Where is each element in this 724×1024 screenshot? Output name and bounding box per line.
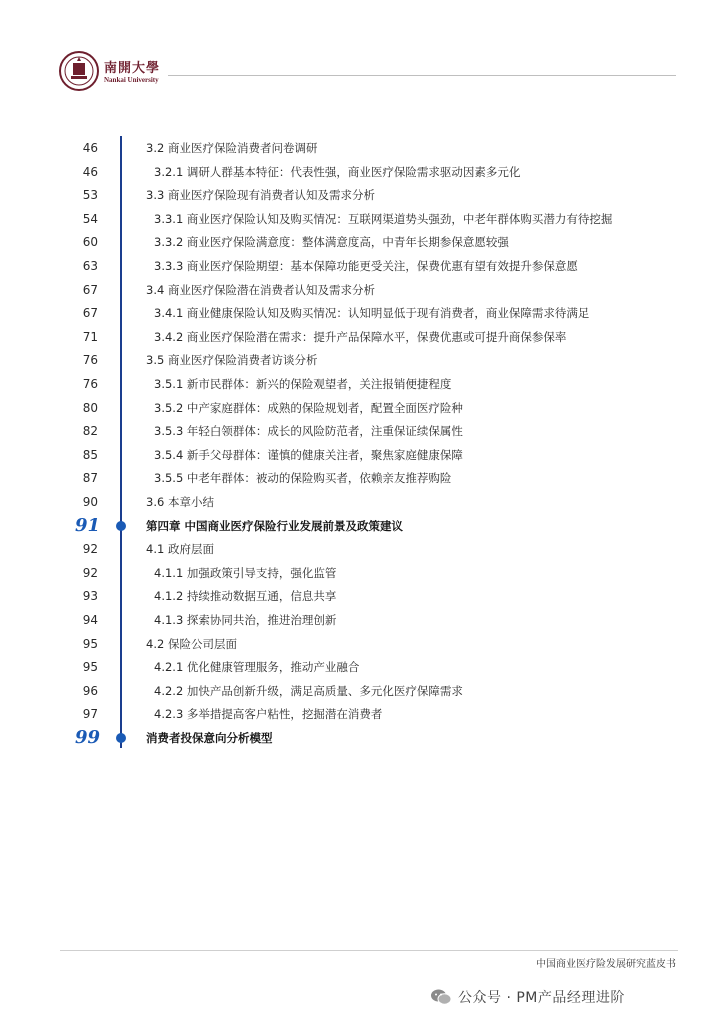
toc-entry-title: 3.3.2 商业医疗保险满意度：整体满意度高，中青年长期参保意愿较强 — [154, 235, 509, 250]
toc-entry[interactable] — [0, 444, 724, 466]
timeline-dot-icon — [116, 521, 126, 531]
toc-entry-title: 4.2.3 多举措提高客户粘性，挖掘潜在消费者 — [154, 707, 383, 722]
toc-entry[interactable] — [0, 137, 724, 159]
toc-page-number: 54 — [82, 211, 98, 226]
toc-entry-title: 3.5.4 新手父母群体：谨慎的健康关注者，聚焦家庭健康保障 — [154, 447, 463, 462]
toc-page-number: 67 — [82, 282, 98, 297]
toc-entry[interactable] — [0, 397, 724, 419]
toc-page-number: 93 — [82, 589, 98, 604]
toc-entry-title: 3.2.1 调研人群基本特征：代表性强，商业医疗保险需求驱动因素多元化 — [154, 164, 521, 179]
toc-entry[interactable] — [0, 703, 724, 725]
toc-entry[interactable] — [0, 491, 724, 513]
toc-entry-title: 3.5.2 中产家庭群体：成熟的保险规划者，配置全面医疗险种 — [154, 400, 463, 415]
toc-entry-title: 3.3.3 商业医疗保险期望：基本保障功能更受关注，保费优惠有望有效提升参保意愿 — [154, 259, 578, 273]
toc-entry-title: 3.4.1 商业健康保险认知及购买情况：认知明显低于现有消费者，商业保障需求待满足 — [154, 306, 590, 321]
toc-entry-title: 4.1.2 持续推动数据互通，信息共享 — [154, 589, 337, 604]
toc-entry[interactable] — [0, 562, 724, 584]
toc-page-number: 87 — [82, 471, 98, 486]
toc-entry-title: 4.1 政府层面 — [146, 542, 214, 557]
toc-page-number: 46 — [82, 164, 98, 179]
toc-entry[interactable] — [0, 255, 724, 277]
toc-entry-title: 3.6 本章小结 — [146, 495, 214, 509]
toc-page-number: 91 — [74, 514, 100, 536]
toc-page-number: 94 — [82, 613, 98, 627]
toc-entry-title: 3.5.3 年轻白领群体：成长的风险防范者，注重保证续保属性 — [154, 424, 463, 439]
toc-entry-title: 3.5.5 中老年群体：被动的保险购买者，依赖亲友推荐购险 — [154, 471, 452, 486]
toc-entry-title: 4.1.3 探索协同共治，推进治理创新 — [154, 613, 337, 627]
toc-page-number: 97 — [82, 707, 98, 722]
toc-entry-title: 4.2.1 优化健康管理服务，推动产业融合 — [154, 660, 360, 675]
toc-entry[interactable] — [0, 161, 724, 183]
toc-page-number: 85 — [82, 447, 98, 462]
toc-chapter-entry[interactable] — [0, 727, 724, 749]
toc-entry[interactable] — [0, 656, 724, 678]
wechat-icon — [430, 988, 452, 1006]
toc-page-number: 46 — [82, 141, 98, 155]
toc-entry-title: 3.5.1 新市民群体：新兴的保险观望者，关注报销便捷程度 — [154, 377, 452, 391]
watermark — [430, 985, 625, 1009]
toc-entry-title: 消费者投保意向分析模型 — [146, 731, 273, 745]
toc-entry[interactable] — [0, 609, 724, 631]
toc-page-number: 76 — [82, 353, 98, 368]
toc-entry-title: 3.4 商业医疗保险潜在消费者认知及需求分析 — [146, 282, 375, 297]
toc-page-number: 95 — [82, 660, 98, 675]
timeline-dot-icon — [116, 733, 126, 743]
toc-page-number: 67 — [82, 306, 98, 321]
toc-entry[interactable] — [0, 184, 724, 206]
toc-chapter-entry[interactable] — [0, 515, 724, 537]
toc-page-number: 99 — [74, 727, 100, 748]
toc-page-number: 76 — [82, 377, 98, 391]
toc-entry-title: 4.2.2 加快产品创新升级，满足高质量、多元化医疗保障需求 — [154, 683, 463, 698]
toc-entry[interactable] — [0, 467, 724, 489]
toc-page-number: 63 — [82, 259, 98, 273]
logo-english-name: Nankai University — [104, 76, 159, 84]
toc-page-number: 80 — [82, 400, 98, 415]
footer-title: 中国商业医疗险发展研究蓝皮书 — [536, 959, 676, 970]
toc-page-number: 60 — [82, 235, 98, 250]
toc-entry[interactable] — [0, 373, 724, 395]
toc-page-number: 82 — [82, 424, 98, 439]
toc-page-number: 90 — [82, 495, 98, 509]
toc-page-number: 71 — [82, 329, 98, 344]
toc-entry-title: 3.2 商业医疗保险消费者问卷调研 — [146, 141, 318, 155]
toc-entry[interactable] — [0, 538, 724, 560]
toc-entry[interactable] — [0, 585, 724, 607]
toc-entry-title: 3.3.1 商业医疗保险认知及购买情况：互联网渠道势头强劲，中老年群体购买潜力有待挖掘 — [154, 211, 613, 226]
toc-page-number: 96 — [82, 683, 98, 698]
toc-entry[interactable] — [0, 208, 724, 230]
toc-page-number: 95 — [82, 636, 98, 651]
toc-entry-title: 3.3 商业医疗保险现有消费者认知及需求分析 — [146, 188, 375, 203]
toc-entry-title: 4.1.1 加强政策引导支持，强化监管 — [154, 565, 337, 580]
footer-divider — [60, 950, 678, 951]
toc-entry[interactable] — [0, 302, 724, 324]
toc-entry[interactable] — [0, 633, 724, 655]
toc-entry[interactable] — [0, 349, 724, 371]
toc-entry-title: 3.5 商业医疗保险消费者访谈分析 — [146, 353, 318, 368]
logo-chinese-name: 南開大學 — [104, 61, 161, 76]
toc-entry[interactable] — [0, 231, 724, 253]
toc-entry-title: 3.4.2 商业医疗保险潜在需求：提升产品保障水平，保费优惠或可提升商保参保率 — [154, 329, 567, 344]
toc-entry[interactable] — [0, 326, 724, 348]
toc-entry[interactable] — [0, 279, 724, 301]
toc-page-number: 92 — [82, 542, 98, 557]
watermark-text: 公众号 · PM产品经理进阶 — [458, 990, 625, 1006]
toc-page-number: 53 — [82, 188, 98, 203]
toc-entry[interactable] — [0, 420, 724, 442]
toc-entry-title: 4.2 保险公司层面 — [146, 636, 237, 651]
toc-page-number: 92 — [82, 565, 98, 580]
toc-entry[interactable] — [0, 680, 724, 702]
toc-entry-title: 第四章 中国商业医疗保险行业发展前景及政策建议 — [146, 518, 404, 533]
